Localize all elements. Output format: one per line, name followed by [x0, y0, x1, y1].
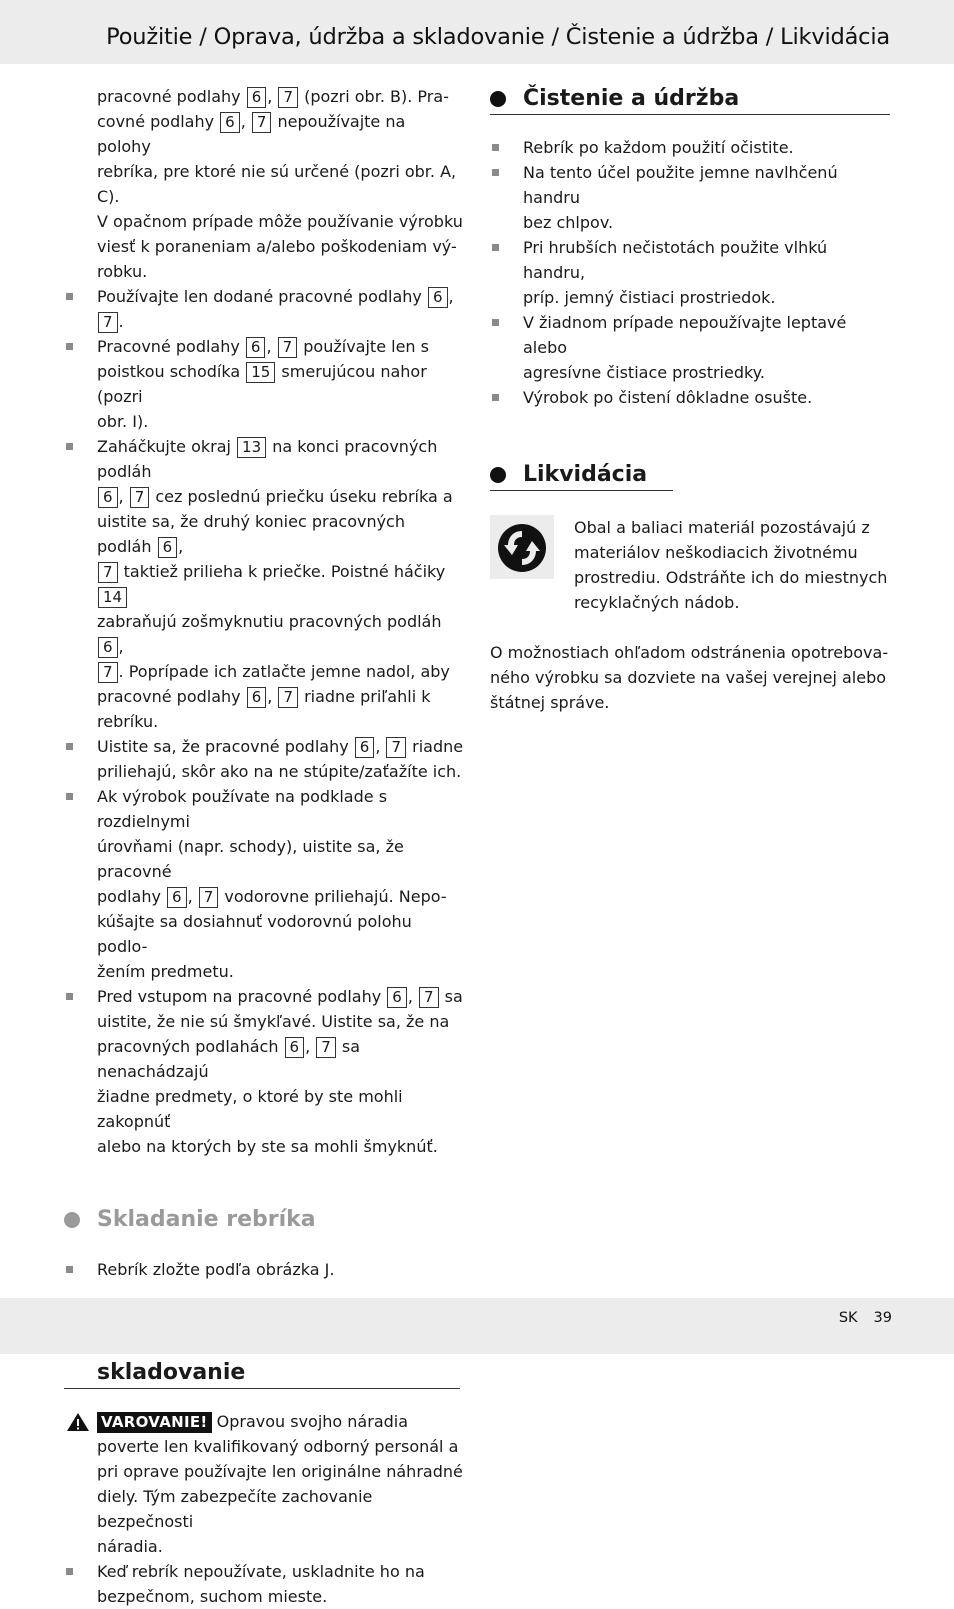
- heading-dot-icon: [490, 91, 506, 107]
- bullet-square-icon: [66, 993, 73, 1000]
- list-item: Rebrík po každom použití očistite.: [490, 135, 894, 160]
- right-column: [490, 84, 894, 715]
- part-ref: 6: [98, 487, 118, 508]
- page-number: 39: [873, 1310, 892, 1326]
- part-ref: 6: [285, 1037, 305, 1058]
- part-ref: 7: [98, 562, 118, 583]
- bullet-square-icon: [492, 144, 499, 151]
- part-ref: 7: [278, 687, 298, 708]
- part-ref: 15: [246, 362, 275, 383]
- part-ref: 6: [355, 737, 375, 758]
- page-footer: [839, 1310, 892, 1326]
- bullet-square-icon: [66, 1266, 73, 1273]
- list-item: Pracovné podlahy 6 , 7 používajte len s poistkou schodíka 15 smerujúcou nahor (pozri obr. I).: [64, 334, 464, 434]
- heading-dot-icon: [64, 1212, 80, 1228]
- footer-band: [0, 1298, 954, 1354]
- section-heading-folding: Skladanie rebríka: [64, 1205, 460, 1235]
- part-ref: 7: [252, 112, 272, 133]
- disposal-paragraph: Obal a baliaci materiál pozostávajú z materiálov neškodiacich životnému prostrediu. Odstráňte ich do miestnych recyklačných nádob.: [574, 518, 888, 612]
- part-ref: 7: [278, 87, 298, 108]
- list-item: Na tento účel použite jemne navlhčenú handru bez chlpov.: [490, 160, 894, 235]
- list-item: Keď rebrík nepoužívate, uskladnite ho na bezpečnom, suchom mieste.: [64, 1559, 464, 1609]
- part-ref: 7: [98, 662, 118, 683]
- bullet-square-icon: [66, 293, 73, 300]
- intro-paragraph: pracovné podlahy 6 , 7 (pozri obr. B). Pra- covné podlahy 6 , 7 nepoužívajte na polohy rebríka, pre ktoré nie sú určené (pozri obr. A, C). V opačnom prípade môže používanie výrobku viesť k poraneniam a/alebo poškodeniam vý- robku.: [97, 87, 463, 281]
- warning-paragraph: VAROVANIE! Opravou svojho náradia poverte len kvalifikovaný odborný personál a pri oprave používajte len originálne náhradné diely. Tým zabezpečíte zachovanie bezpečnosti náradia.: [64, 1409, 464, 1559]
- part-ref: 6: [247, 687, 267, 708]
- section-heading-disposal: Likvidácia: [490, 460, 673, 491]
- part-ref: 14: [98, 587, 127, 608]
- left-column: [64, 84, 464, 1609]
- part-ref: 6: [158, 537, 178, 558]
- page-header-title: Použitie / Oprava, údržba a skladovanie / Čistenie a údržba / Likvidácia: [106, 24, 890, 50]
- list-item: Pri hrubších nečistotách použite vlhkú handru, príp. jemný čistiaci prostriedok.: [490, 235, 894, 310]
- warning-triangle-icon: [66, 1412, 90, 1432]
- list-item: Rebrík zložte podľa obrázka J.: [64, 1257, 464, 1282]
- disposal-block: [490, 515, 894, 615]
- part-ref: 7: [386, 737, 406, 758]
- bullet-square-icon: [492, 244, 499, 251]
- footer-language: SK: [838, 1310, 858, 1326]
- list-item: Výrobok po čistení dôkladne osušte.: [490, 385, 894, 410]
- part-ref: 6: [220, 112, 240, 133]
- part-ref: 7: [199, 887, 219, 908]
- part-ref: 6: [98, 637, 118, 658]
- part-ref: 6: [428, 287, 448, 308]
- part-ref: 7: [98, 312, 118, 333]
- recycling-green-dot-icon: [490, 515, 554, 579]
- part-ref: 13: [237, 437, 266, 458]
- heading-dot-icon: [490, 467, 506, 483]
- part-ref: 7: [419, 987, 439, 1008]
- bullet-square-icon: [66, 343, 73, 350]
- bullet-square-icon: [66, 1568, 73, 1575]
- disposal-info-paragraph: O možnostiach ohľadom odstránenia opotrebova- ného výrobku sa dozviete na vašej verejnej alebo štátnej správe.: [490, 643, 889, 712]
- part-ref: 7: [130, 487, 150, 508]
- bullet-square-icon: [492, 319, 499, 326]
- list-item: Zaháčkujte okraj 13 na konci pracovných podláh 6 , 7 cez poslednú priečku úseku rebríka a uistite sa, že druhý koniec pracovných podláh 6 , 7 taktiež prilieha k priečke. Poistné háčiky 14 zabraňujú zošmyknutiu pracovných podláh 6 , 7 . Poprípade ich zatlačte jemne nadol, aby pracovné podlahy 6 , 7 riadne priľahli k rebríku.: [64, 434, 464, 734]
- list-item: Ak výrobok používate na podklade s rozdielnymi úrovňami (napr. schody), uistite sa, že pracovné podlahy 6 , 7 vodorovne priliehajú. Nepo- kúšajte sa dosiahnuť vodorovnú polohu podlo- žením predmetu.: [64, 784, 464, 984]
- list-item: Pred vstupom na pracovné podlahy 6 , 7 sa uistite, že nie sú šmykľavé. Uistite sa, že na pracovných podlahách 6 , 7 sa nenachádzajú žiadne predmety, o ktoré by ste mohli zakopnúť alebo na ktorých by ste sa mohli šmyknúť.: [64, 984, 464, 1159]
- part-ref: 6: [246, 337, 266, 358]
- bullet-square-icon: [66, 443, 73, 450]
- list-item: Používajte len dodané pracovné podlahy 6 , 7 .: [64, 284, 464, 334]
- part-ref: 6: [387, 987, 407, 1008]
- part-ref: 6: [167, 887, 187, 908]
- part-ref: 7: [316, 1037, 336, 1058]
- warning-badge: VAROVANIE!: [97, 1412, 212, 1433]
- bullet-square-icon: [66, 743, 73, 750]
- list-item: V žiadnom prípade nepoužívajte leptavé alebo agresívne čistiace prostriedky.: [490, 310, 894, 385]
- list-item: Uistite sa, že pracovné podlahy 6 , 7 riadne priliehajú, skôr ako na ne stúpite/zaťažíte ich.: [64, 734, 464, 784]
- bullet-square-icon: [66, 793, 73, 800]
- section-heading-repair: skladovanie: [64, 1328, 460, 1389]
- bullet-square-icon: [492, 169, 499, 176]
- part-ref: 7: [278, 337, 298, 358]
- bullet-square-icon: [492, 394, 499, 401]
- part-ref: 6: [247, 87, 267, 108]
- section-heading-cleaning: Čistenie a údržba: [490, 84, 890, 115]
